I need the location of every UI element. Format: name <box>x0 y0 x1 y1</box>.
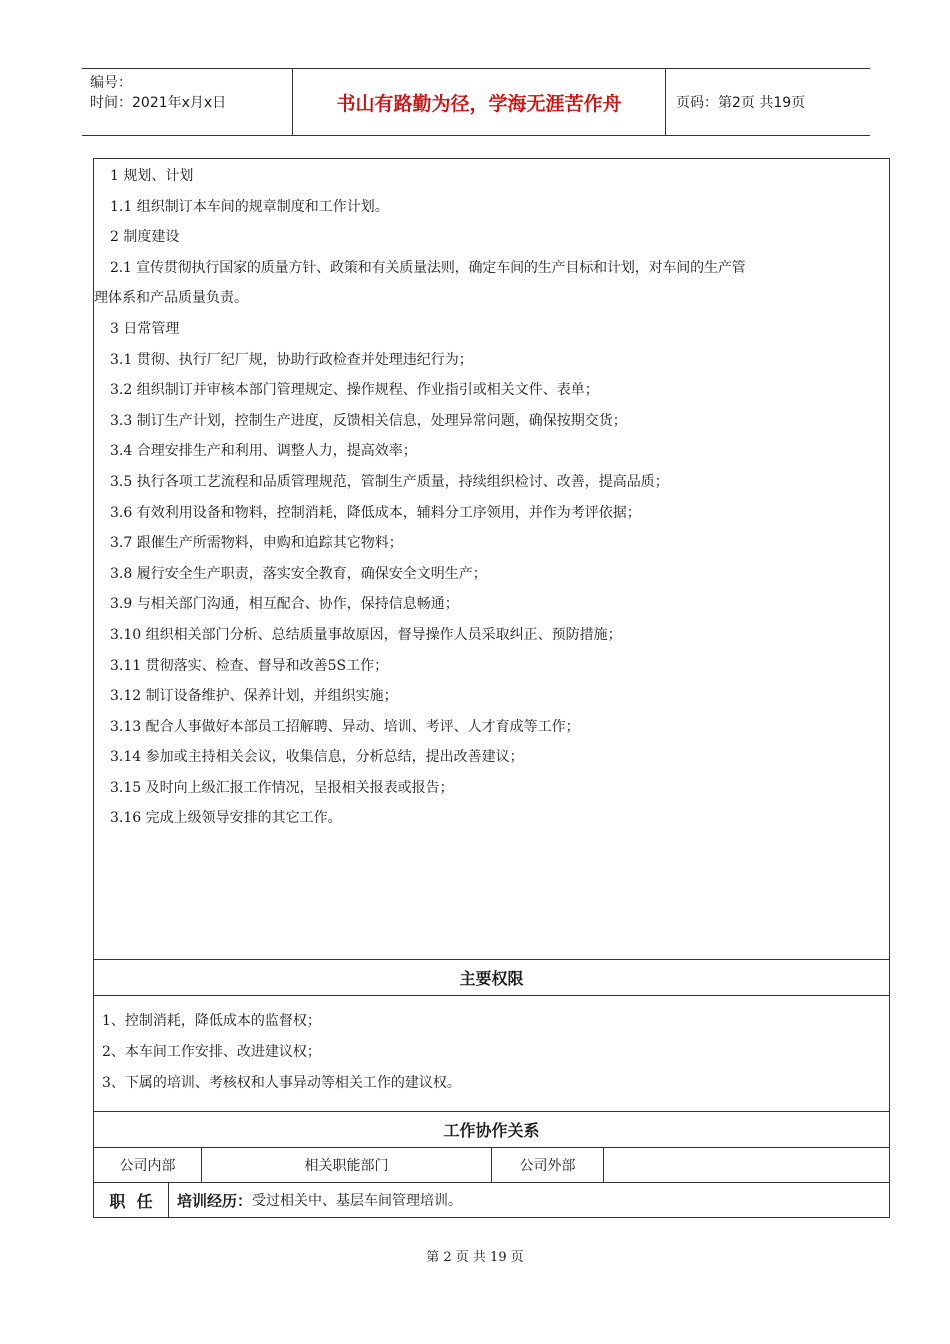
job-description-table <box>93 158 890 1218</box>
duty-line: 1.1 组织制订本车间的规章制度和工作计划。 <box>110 198 389 215</box>
duty-line: 3.5 执行各项工艺流程和品质管理规范，管制生产质量，持续组织检讨、改善，提高品质； <box>110 473 669 490</box>
header-slogan: 书山有路勤为径，学海无涯苦作舟 <box>293 69 666 135</box>
duty-line: 理体系和产品质量负责。 <box>94 290 248 307</box>
internal-label: 公司内部 <box>94 1148 202 1182</box>
page-header <box>82 68 870 136</box>
duty-line: 3.1 贯彻、执行厂纪厂规，协助行政检查并处理违纪行为； <box>110 351 473 368</box>
external-value <box>604 1148 889 1182</box>
duty-line: 3 日常管理 <box>110 320 180 337</box>
document-date: 时间：2021年x月x日 <box>90 95 227 111</box>
rights-item: 1、控制消耗，降低成本的监督权； <box>102 1013 321 1029</box>
rights-item: 2、本车间工作安排、改进建议权； <box>102 1044 321 1060</box>
duty-line: 3.11 贯彻落实、检查、督导和改善5S工作； <box>110 657 389 674</box>
duty-line: 3.4 合理安排生产和利用、调整人力，提高效率； <box>110 443 417 460</box>
header-meta <box>82 69 293 135</box>
duty-line: 3.15 及时向上级汇报工作情况，呈报相关报表或报告； <box>110 779 454 796</box>
header-page-number: 页码：第2页 共19页 <box>676 95 806 111</box>
duty-line: 2 制度建设 <box>110 229 180 246</box>
collaboration-row <box>94 1147 889 1182</box>
training-label: 培训经历： <box>177 1191 253 1210</box>
duty-line: 3.3 制订生产计划，控制生产进度，反馈相关信息，处理异常问题，确保按期交货； <box>110 412 627 429</box>
training-cell <box>169 1183 889 1217</box>
duty-line: 2.1 宣传贯彻执行国家的质量方针、政策和有关质量法则，确定车间的生产目标和计划，对车间的生产管 <box>110 259 746 276</box>
rights-section <box>94 995 889 1111</box>
duty-line: 1 规划、计划 <box>110 168 194 184</box>
duty-line: 3.16 完成上级领导安排的其它工作。 <box>110 810 342 827</box>
collaboration-title: 工作协作关系 <box>94 1111 889 1147</box>
external-label: 公司外部 <box>492 1148 604 1182</box>
duty-line: 3.12 制订设备维护、保养计划，并组织实施； <box>110 688 398 705</box>
duty-line: 3.6 有效利用设备和物料，控制消耗，降低成本，辅料分工序领用，并作为考评依据； <box>110 504 641 521</box>
document-number-label: 编号： <box>90 75 132 91</box>
rights-item: 3、下属的培训、考核权和人事异动等相关工作的建议权。 <box>102 1075 461 1091</box>
internal-value: 相关职能部门 <box>202 1148 492 1182</box>
qualification-row <box>94 1182 889 1217</box>
duty-line: 3.2 组织制订并审核本部门管理规定、操作规程、作业指引或相关文件、表单； <box>110 382 599 399</box>
duty-line: 3.10 组织相关部门分析、总结质量事故原因，督导操作人员采取纠正、预防措施； <box>110 626 622 643</box>
duty-line: 3.9 与相关部门沟通，相互配合、协作，保持信息畅通； <box>110 596 459 613</box>
duty-line: 3.14 参加或主持相关会议，收集信息，分析总结，提出改善建议； <box>110 749 524 766</box>
page-footer: 第 2 页 共 19 页 <box>426 1250 524 1265</box>
duty-line: 3.13 配合人事做好本部员工招解聘、异动、培训、考评、人才育成等工作； <box>110 718 580 735</box>
training-value: 受过相关中、基层车间管理培训。 <box>252 1193 463 1209</box>
qualification-label: 职 任 <box>94 1183 169 1217</box>
duties-section <box>94 159 889 959</box>
rights-title: 主要权限 <box>94 959 889 995</box>
duty-line: 3.8 履行安全生产职责，落实安全教育，确保安全文明生产； <box>110 565 487 582</box>
duty-line: 3.7 跟催生产所需物料，申购和追踪其它物料； <box>110 535 403 552</box>
